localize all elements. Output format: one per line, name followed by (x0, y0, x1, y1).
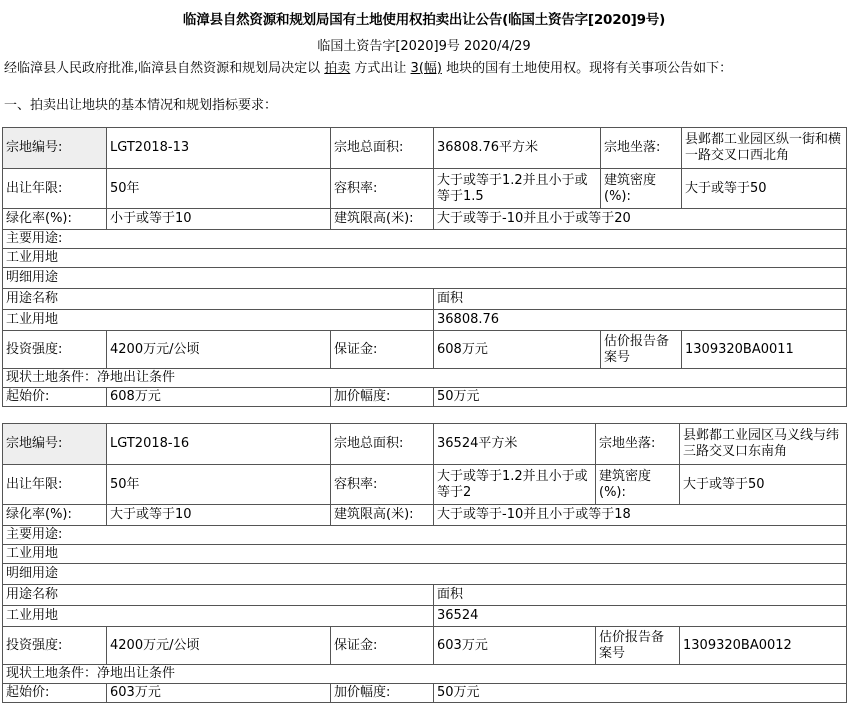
total-area: 36524平方米 (434, 424, 596, 465)
use-name: 工业用地 (3, 310, 434, 331)
intro-text-2: 方式出让 (350, 61, 411, 76)
use-name: 工业用地 (3, 606, 434, 627)
label-detail-use: 明细用途 (3, 564, 847, 585)
label-start-price: 起始价: (3, 684, 107, 703)
green: 小于或等于10 (107, 209, 331, 230)
label-density: 建筑密度(%): (601, 169, 682, 209)
parcel-table-2 (2, 423, 847, 703)
label-invest: 投资强度: (3, 331, 107, 369)
deposit: 603万元 (434, 627, 596, 665)
page-title: 临漳县自然资源和规划局国有土地使用权拍卖出让公告(临国土资告字[2020]9号) (182, 12, 666, 28)
area: 36524 (434, 606, 847, 627)
sale-method: 拍卖 (324, 61, 351, 76)
intro-paragraph (4, 57, 732, 76)
label-condition: 现状土地条件： (6, 666, 98, 681)
deposit: 608万元 (434, 331, 601, 369)
appraisal: 1309320BA0012 (680, 627, 847, 665)
label-density: 建筑密度(%): (596, 465, 680, 505)
height: 大于或等于-10并且小于或等于20 (434, 209, 847, 230)
area: 36808.76 (434, 310, 847, 331)
intro-text-3: 地块的国有土地使用权。现将有关事项公告如下： (441, 61, 733, 76)
label-far: 容积率: (331, 465, 434, 505)
far: 大于或等于1.2并且小于或等于2 (434, 465, 596, 505)
label-parcel-no: 宗地编号: (3, 424, 107, 465)
label-increment: 加价幅度: (331, 388, 434, 407)
density: 大于或等于50 (682, 169, 847, 209)
invest: 4200万元/公顷 (107, 627, 331, 665)
section-title: 一、拍卖出让地块的基本情况和规划指标要求： (4, 98, 278, 113)
location: 县邺都工业园区纵一街和横一路交叉口西北角 (682, 128, 847, 169)
label-increment: 加价幅度: (331, 684, 434, 703)
increment: 50万元 (434, 684, 847, 703)
label-appraisal: 估价报告备案号 (601, 331, 682, 369)
condition-row (3, 369, 847, 388)
start-price: 608万元 (107, 388, 331, 407)
label-start-price: 起始价: (3, 388, 107, 407)
condition: 净地出让条件 (97, 666, 176, 681)
main-use: 工业用地 (3, 545, 847, 564)
label-location: 宗地坐落: (596, 424, 680, 465)
label-height: 建筑限高(米): (331, 505, 434, 526)
green: 大于或等于10 (107, 505, 331, 526)
label-parcel-no: 宗地编号: (3, 128, 107, 169)
label-deposit: 保证金: (331, 627, 434, 665)
density: 大于或等于50 (680, 465, 847, 505)
far: 大于或等于1.2并且小于或等于1.5 (434, 169, 601, 209)
label-area: 面积 (434, 289, 847, 310)
label-main-use: 主要用途: (3, 526, 847, 545)
invest: 4200万元/公顷 (107, 331, 331, 369)
parcel-table-1 (2, 127, 847, 407)
intro-text-1: 经临漳县人民政府批准,临漳县自然资源和规划局决定以 (4, 61, 325, 76)
parcel-count: 3(幅) (410, 61, 442, 76)
label-location: 宗地坐落: (601, 128, 682, 169)
main-use: 工业用地 (3, 249, 847, 268)
height: 大于或等于-10并且小于或等于18 (434, 505, 847, 526)
label-main-use: 主要用途: (3, 230, 847, 249)
label-height: 建筑限高(米): (331, 209, 434, 230)
condition-row (3, 665, 847, 684)
start-price: 603万元 (107, 684, 331, 703)
label-total-area: 宗地总面积: (331, 128, 434, 169)
label-deposit: 保证金: (331, 331, 434, 369)
parcel-no: LGT2018-13 (107, 128, 331, 169)
label-condition: 现状土地条件： (6, 370, 98, 385)
label-invest: 投资强度: (3, 627, 107, 665)
condition: 净地出让条件 (97, 370, 176, 385)
label-green: 绿化率(%): (3, 209, 107, 230)
label-green: 绿化率(%): (3, 505, 107, 526)
location: 县邺都工业园区马义线与纬三路交叉口东南角 (680, 424, 847, 465)
label-appraisal: 估价报告备案号 (596, 627, 680, 665)
term: 50年 (107, 465, 331, 505)
appraisal: 1309320BA0011 (682, 331, 847, 369)
term: 50年 (107, 169, 331, 209)
label-use-name: 用途名称 (3, 289, 434, 310)
total-area: 36808.76平方米 (434, 128, 601, 169)
label-term: 出让年限: (3, 169, 107, 209)
label-term: 出让年限: (3, 465, 107, 505)
announcement-number-date: 临国土资告字[2020]9号 2020/4/29 (317, 39, 531, 54)
label-detail-use: 明细用途 (3, 268, 847, 289)
label-total-area: 宗地总面积: (331, 424, 434, 465)
increment: 50万元 (434, 388, 847, 407)
label-far: 容积率: (331, 169, 434, 209)
parcel-no: LGT2018-16 (107, 424, 331, 465)
label-area: 面积 (434, 585, 847, 606)
label-use-name: 用途名称 (3, 585, 434, 606)
